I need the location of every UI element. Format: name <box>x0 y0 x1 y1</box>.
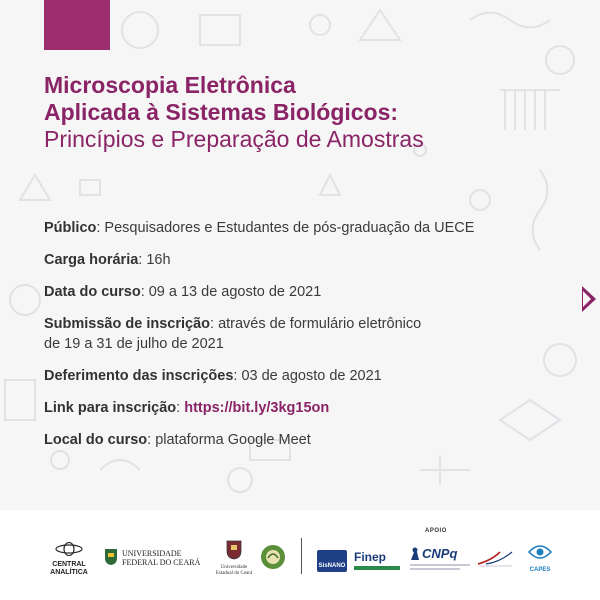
info-value: : 03 de agosto de 2021 <box>233 368 382 384</box>
sisnano-label: SisNANO <box>318 563 346 569</box>
info-value-line-2: de 19 a 31 de julho de 2021 <box>44 336 224 352</box>
title-line-1: Microscopia Eletrônica <box>44 72 296 98</box>
info-label: Carga horária <box>44 252 139 268</box>
central-analitica-logo <box>44 542 94 577</box>
info-publico <box>44 218 544 238</box>
capes-label: CAPES <box>529 567 551 573</box>
info-carga-horaria <box>44 250 544 270</box>
info-value: : plataforma Google Meet <box>147 432 311 448</box>
info-label: Link para inscrição <box>44 400 177 416</box>
cnpq-figure-icon <box>410 547 420 561</box>
info-value: : 09 a 13 de agosto de 2021 <box>140 284 322 300</box>
footer-logos <box>0 510 600 600</box>
finep-logo <box>354 550 402 570</box>
info-local <box>44 430 544 450</box>
info-separator: : <box>176 400 185 416</box>
info-label: Deferimento das inscrições <box>44 368 234 384</box>
footer-divider <box>301 538 302 574</box>
cnpq-label: CNPq <box>422 546 458 561</box>
finep-bar <box>354 566 400 570</box>
info-data-do-curso <box>44 282 544 302</box>
atom-icon <box>54 542 84 556</box>
uece-line2: Estadual do Ceará <box>215 571 253 576</box>
uece-line1: Universidade <box>220 565 248 570</box>
title-line-3: Princípios e Preparação de Amostras <box>44 126 424 152</box>
capes-logo <box>524 542 556 574</box>
next-arrow-icon[interactable] <box>582 286 596 312</box>
ufc-crest-icon <box>104 548 118 566</box>
info-label: Submissão de inscrição <box>44 316 211 332</box>
ufc-line1: UNIVERSIDADE <box>122 549 182 558</box>
cnpq-subline <box>410 568 460 570</box>
page-title <box>44 72 564 153</box>
info-submissao <box>44 314 544 354</box>
info-link-inscricao <box>44 398 544 418</box>
central-analitica-line2: ANALÍTICA <box>50 569 88 576</box>
corner-accent-block <box>44 0 110 50</box>
ministry-swoosh-icon <box>476 548 516 568</box>
info-label: Data do curso <box>44 284 141 300</box>
title-line-2: Aplicada à Sistemas Biológicos: <box>44 99 399 125</box>
info-label: Público <box>44 220 97 236</box>
institution-seal-icon <box>260 544 286 570</box>
uece-logo <box>214 540 254 577</box>
info-deferimento <box>44 366 544 386</box>
finep-label: Finep <box>354 550 386 564</box>
info-label: Local do curso <box>44 432 148 448</box>
central-analitica-line1: CENTRAL <box>52 561 86 568</box>
sisnano-logo <box>317 550 347 572</box>
ufc-line2: FEDERAL DO CEARÁ <box>122 558 201 567</box>
capes-eye-icon <box>527 542 553 562</box>
uece-crest-icon <box>226 540 242 560</box>
course-info <box>44 218 544 462</box>
cnpq-subline <box>410 564 470 566</box>
info-value: : através de formulário eletrônico <box>210 316 422 332</box>
registration-link[interactable]: https://bit.ly/3kg15on <box>184 400 330 416</box>
apoio-label: APOIO <box>425 528 447 534</box>
info-value: : Pesquisadores e Estudantes de pós-graduação da UECE <box>96 220 475 236</box>
info-value: : 16h <box>138 252 171 268</box>
